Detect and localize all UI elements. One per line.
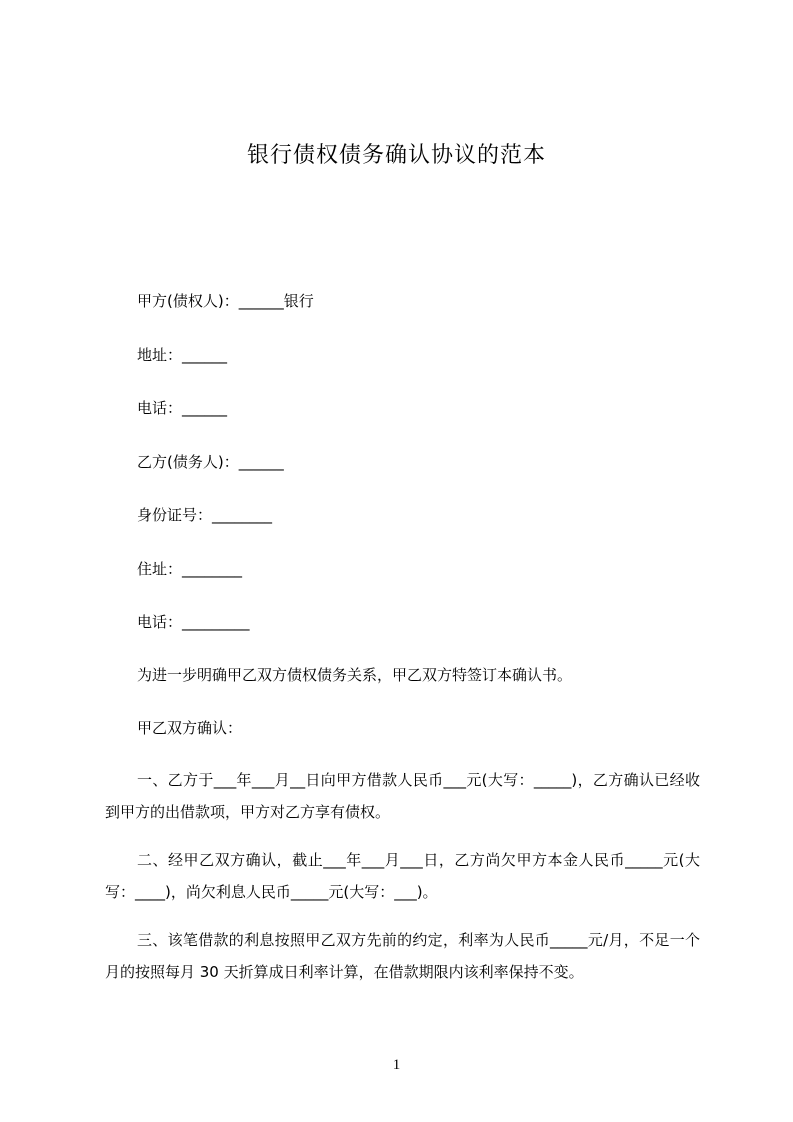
- confirm-heading: 甲乙双方确认：: [137, 719, 243, 737]
- debtor-phone-field: 电话：_________: [137, 613, 250, 631]
- id-number-field: 身份证号：________: [137, 506, 273, 524]
- clause-2: 二、经甲乙双方确认，截止___年___月___日，乙方尚欠甲方本金人民币_____元(大写：____)，尚欠利息人民币_____元(大写：___)。: [105, 851, 700, 901]
- page-number: 1: [392, 1057, 401, 1073]
- creditor-phone-field: 电话：______: [137, 399, 228, 417]
- intro-paragraph: 为进一步明确甲乙双方债权债务关系，甲乙双方特签订本确认书。: [137, 666, 573, 684]
- creditor-address-field: 地址：______: [137, 346, 228, 364]
- clause-3: 三、该笔借款的利息按照甲乙双方先前的约定，利率为人民币_____元/月，不足一个月的按照每月 30 天折算成日利率计算，在借款期限内该利率保持不变。: [105, 931, 700, 981]
- debtor-field: 乙方(债务人)：______: [137, 453, 284, 471]
- clause-1: 一、乙方于___年___月__日向甲方借款人民币___元(大写：_____)，乙方确认已经收到甲方的出借款项，甲方对乙方享有债权。: [105, 771, 700, 821]
- document-title: 银行债权债务确认协议的范本: [246, 143, 546, 168]
- debtor-address-field: 住址：________: [137, 560, 243, 578]
- creditor-field: 甲方(债权人)：______银行: [137, 292, 314, 310]
